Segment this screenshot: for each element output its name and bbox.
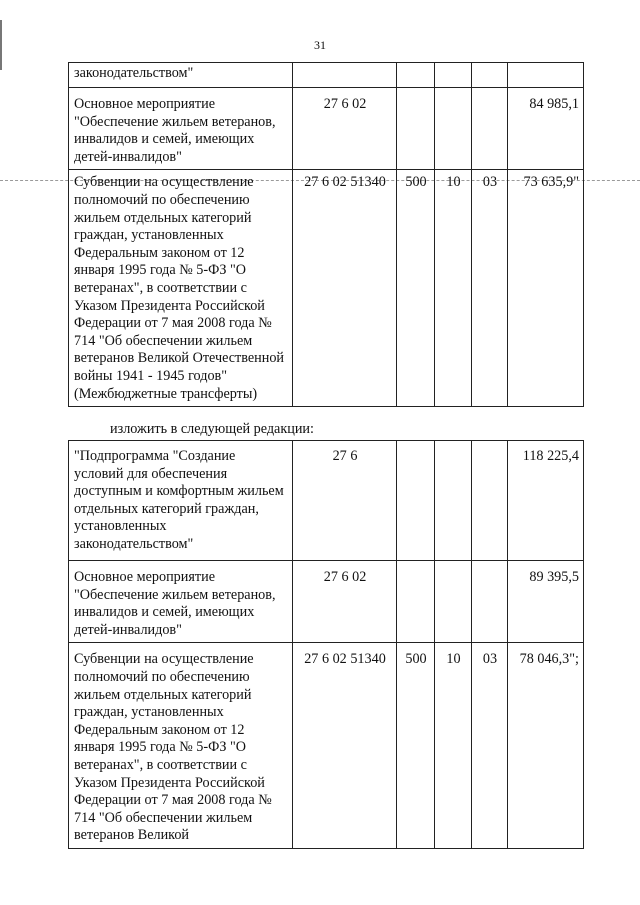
row-name: Основное мероприятие "Обеспечение жильем ветеранов, инвалидов и семей, имеющих детей-инвалидов" [69,561,293,643]
expense-type: 500 [397,170,435,407]
section [435,441,472,561]
amendment-instruction: изложить в следующей редакции: [110,421,314,437]
target-code: 27 6 02 [293,561,397,643]
new-budget-table [68,440,584,849]
row-name: Субвенции на осуществление полномочий по обеспечению жильем отдельных категорий граждан, установленных Федеральным законом от 12 января 1995 года № 5-ФЗ "О ветеранах", в соответствии с Указом Президента Российской Федерации от 7 мая 2008 года № 714 "Об обеспечении жильем ветеранов Великой Отечественной войны 1941 - 1945 годов" (Межбюджетные трансферты) [69,170,293,407]
row-name: законодательством" [69,63,293,88]
subsection [472,63,508,88]
expense-type [397,561,435,643]
expense-type [397,63,435,88]
page-number: 31 [314,38,326,52]
section: 10 [435,170,472,407]
target-code: 27 6 02 51340 [293,170,397,407]
row-name: Субвенции на осуществление полномочий по обеспечению жильем отдельных категорий граждан, установленных Федеральным законом от 12 января 1995 года № 5-ФЗ "О ветеранах", в соответствии с Указом Президента Российской Федерации от 7 мая 2008 года № 714 "Об обеспечении жильем ветеранов Великой [69,643,293,849]
amount: 84 985,1 [508,88,584,170]
old-budget-table [68,62,584,407]
expense-type [397,88,435,170]
table-row [69,643,584,849]
table-row [69,561,584,643]
scan-margin-mark [0,20,2,70]
section [435,561,472,643]
subsection [472,561,508,643]
target-code: 27 6 [293,441,397,561]
table-row [69,63,584,88]
expense-type: 500 [397,643,435,849]
subsection [472,441,508,561]
amount: 118 225,4 [508,441,584,561]
amount: 78 046,3"; [508,643,584,849]
table-row [69,170,584,407]
section [435,88,472,170]
target-code [293,63,397,88]
target-code: 27 6 02 51340 [293,643,397,849]
section [435,63,472,88]
amount: 73 635,9" [508,170,584,407]
row-name: "Подпрограмма "Создание условий для обеспечения доступным и комфортным жильем отдельных категорий граждан, установленных законодательством" [69,441,293,561]
amount [508,63,584,88]
subsection: 03 [472,170,508,407]
table-row [69,88,584,170]
subsection: 03 [472,643,508,849]
target-code: 27 6 02 [293,88,397,170]
table-row [69,441,584,561]
row-name: Основное мероприятие "Обеспечение жильем ветеранов, инвалидов и семей, имеющих детей-инвалидов" [69,88,293,170]
section: 10 [435,643,472,849]
subsection [472,88,508,170]
amount: 89 395,5 [508,561,584,643]
expense-type [397,441,435,561]
